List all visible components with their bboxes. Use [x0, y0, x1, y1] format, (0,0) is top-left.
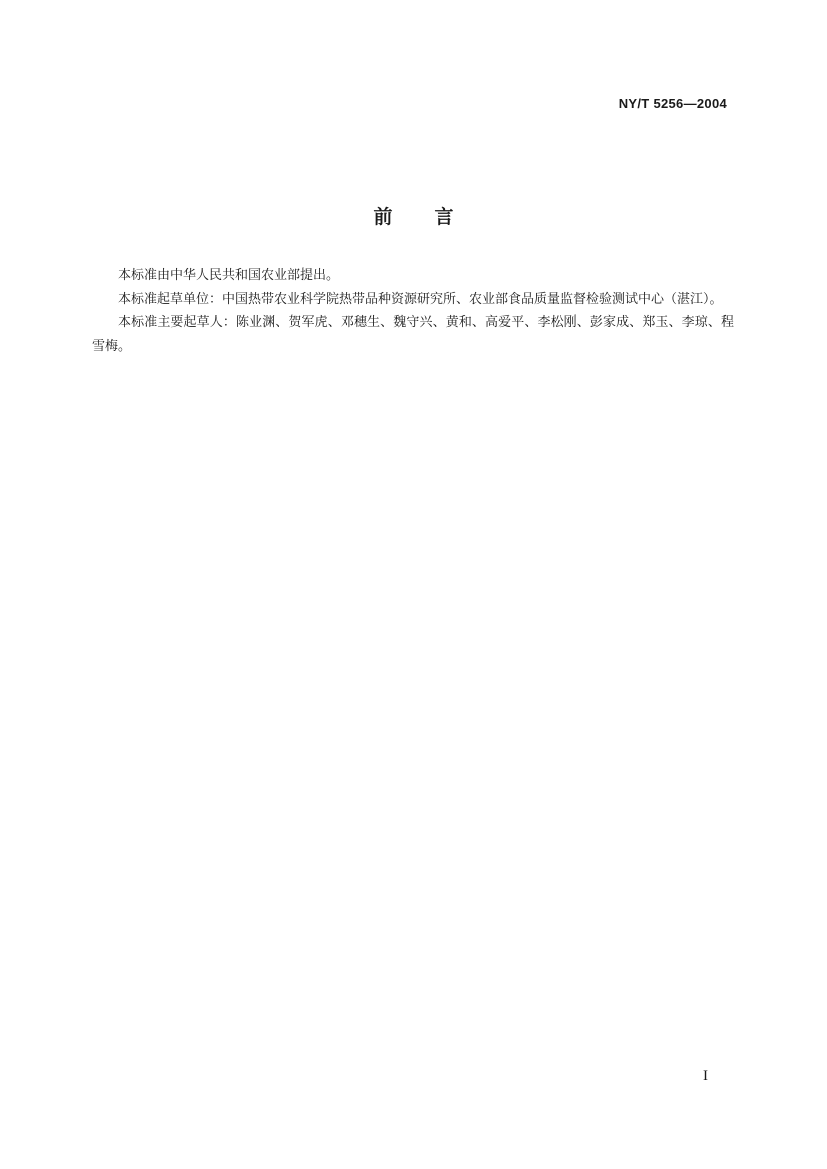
page-title: 前言 [373, 206, 496, 228]
standard-number: NY/T 5256—2004 [618, 96, 727, 111]
paragraph-proposer: 本标准由中华人民共和国农业部提出。 [118, 268, 340, 283]
page-number: I [703, 1068, 708, 1084]
paragraph-drafters: 本标准主要起草人：陈业渊、贺军虎、邓穗生、魏守兴、黄和、高爱平、李松刚、彭家成、郑玉、李琼、程雪梅。 [92, 315, 734, 354]
foreword-body [92, 264, 734, 358]
paragraph-drafting-units: 本标准起草单位：中国热带农业科学院热带品种资源研究所、农业部食品质量监督检验测试中心（湛江）。 [118, 291, 723, 307]
